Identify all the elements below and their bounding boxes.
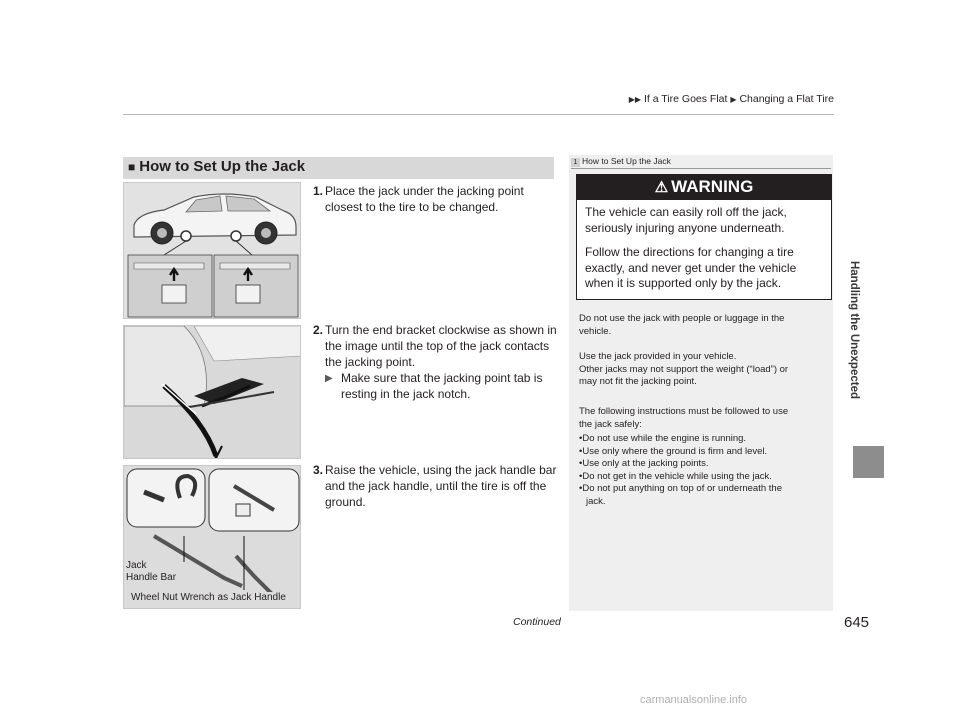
note-line: vehicle. bbox=[579, 325, 612, 337]
watermark: carmanualsonline.info bbox=[640, 694, 748, 706]
step-2-line: the image until the top of the jack contacts bbox=[325, 339, 550, 353]
breadcrumb-part2[interactable]: Changing a Flat Tire bbox=[739, 93, 834, 105]
breadcrumb-arrow-icon: ▶▶ bbox=[628, 95, 642, 104]
step-2-note bbox=[325, 370, 555, 404]
step-3-line: and the jack handle, until the tire is off the bbox=[325, 479, 547, 493]
callout-bar-line2: Handle Bar bbox=[126, 572, 177, 583]
callout-wheel-nut-wrench: Wheel Nut Wrench as Jack Handle bbox=[131, 592, 286, 603]
note-line: Use the jack provided in your vehicle. bbox=[579, 351, 737, 362]
warning-line: Follow the directions for changing a tire bbox=[585, 245, 794, 259]
side-tab-label: Handling the Unexpected bbox=[848, 260, 860, 400]
note-line: Do not use the jack with people or luggage in the bbox=[579, 313, 785, 324]
header-rule bbox=[123, 114, 834, 115]
warning-paragraph-1 bbox=[585, 205, 829, 236]
note-line: may not fit the jacking point. bbox=[579, 376, 697, 387]
jack-illustration bbox=[124, 326, 301, 459]
section-title bbox=[128, 158, 305, 175]
notes-heading bbox=[571, 156, 671, 167]
warning-title bbox=[576, 174, 832, 200]
warning-title-text: WARNING bbox=[671, 177, 754, 196]
warning-icon: ⚠ bbox=[654, 179, 669, 196]
step-1-line: closest to the tire to be changed. bbox=[325, 200, 499, 214]
step-3 bbox=[313, 462, 558, 512]
list-item-text: Use only at the jacking points. bbox=[582, 458, 709, 469]
breadcrumb-separator-icon: ▶ bbox=[730, 95, 737, 104]
step-2 bbox=[313, 322, 558, 372]
list-item bbox=[579, 483, 831, 496]
car-jacking-points-illustration bbox=[124, 183, 301, 319]
breadcrumb bbox=[520, 93, 834, 105]
continued-label: Continued bbox=[513, 616, 561, 628]
breadcrumb-part1[interactable]: If a Tire Goes Flat bbox=[643, 93, 728, 105]
note-line: the jack safely: bbox=[579, 418, 642, 430]
note-ref-icon: 1 bbox=[571, 158, 580, 167]
section-marker-icon: ■ bbox=[128, 160, 136, 174]
notes-heading-text: How to Set Up the Jack bbox=[582, 156, 671, 166]
bullet-icon: • bbox=[579, 458, 583, 469]
note-arrow-icon: ▶ bbox=[325, 373, 333, 384]
side-tab-marker bbox=[853, 446, 884, 478]
warning-line: seriously injuring anyone underneath. bbox=[585, 220, 785, 235]
bullet-icon: • bbox=[579, 433, 583, 444]
list-item bbox=[579, 446, 831, 459]
warning-paragraph-2 bbox=[585, 245, 829, 292]
note-paragraph-1 bbox=[579, 313, 829, 338]
list-item-text: Do not get in the vehicle while using the jack. bbox=[582, 470, 772, 482]
callout-jack-handle-bar bbox=[126, 560, 176, 584]
callout-bar-line1: Jack bbox=[126, 560, 147, 571]
list-item bbox=[579, 471, 831, 484]
bullet-icon: • bbox=[579, 445, 583, 457]
step-2-line: Turn the end bracket clockwise as shown in bbox=[325, 323, 557, 337]
list-item-text: Do not use while the engine is running. bbox=[582, 433, 747, 444]
list-item bbox=[579, 433, 831, 446]
note-paragraph-3 bbox=[579, 406, 829, 431]
page-number: 645 bbox=[844, 614, 870, 631]
figure-handle-wrench bbox=[123, 465, 301, 609]
handle-wrench-illustration bbox=[124, 466, 301, 609]
step-2-note-line: Make sure that the jacking point tab is bbox=[341, 371, 543, 385]
step-2-line: the jacking point. bbox=[325, 355, 416, 369]
notes-rule bbox=[571, 168, 831, 169]
step-1 bbox=[313, 183, 553, 217]
note-line: The following instructions must be followed to use bbox=[579, 406, 789, 417]
list-item bbox=[579, 458, 831, 471]
bullet-icon: • bbox=[579, 483, 583, 494]
step-1-line: Place the jack under the jacking point bbox=[325, 184, 524, 198]
warning-line: exactly, and never get under the vehicle bbox=[585, 260, 797, 275]
figure-jacking-points bbox=[123, 182, 301, 319]
list-item-text: Use only where the ground is firm and level. bbox=[582, 445, 768, 457]
list-item-continuation: jack. bbox=[586, 495, 606, 507]
note-line: Other jacks may not support the weight (“load”) or bbox=[579, 363, 789, 375]
warning-line: The vehicle can easily roll off the jack, bbox=[585, 205, 787, 219]
bullet-icon: • bbox=[579, 470, 583, 482]
side-tab bbox=[837, 215, 871, 445]
step-1-number: 1. bbox=[313, 184, 324, 198]
list-item-text: Do not put anything on top of or underneath the bbox=[582, 483, 782, 494]
step-3-number: 3. bbox=[313, 463, 324, 477]
note-bullet-list bbox=[579, 433, 831, 508]
step-2-note-line: resting in the jack notch. bbox=[341, 387, 471, 401]
section-title-text: How to Set Up the Jack bbox=[139, 158, 306, 175]
step-3-line: ground. bbox=[325, 495, 366, 509]
step-2-number: 2. bbox=[313, 323, 324, 337]
warning-line: when it is supported only by the jack. bbox=[585, 276, 782, 290]
figure-jack-bracket bbox=[123, 325, 301, 459]
note-paragraph-2 bbox=[579, 351, 829, 389]
step-3-line: Raise the vehicle, using the jack handle bar bbox=[325, 463, 557, 477]
